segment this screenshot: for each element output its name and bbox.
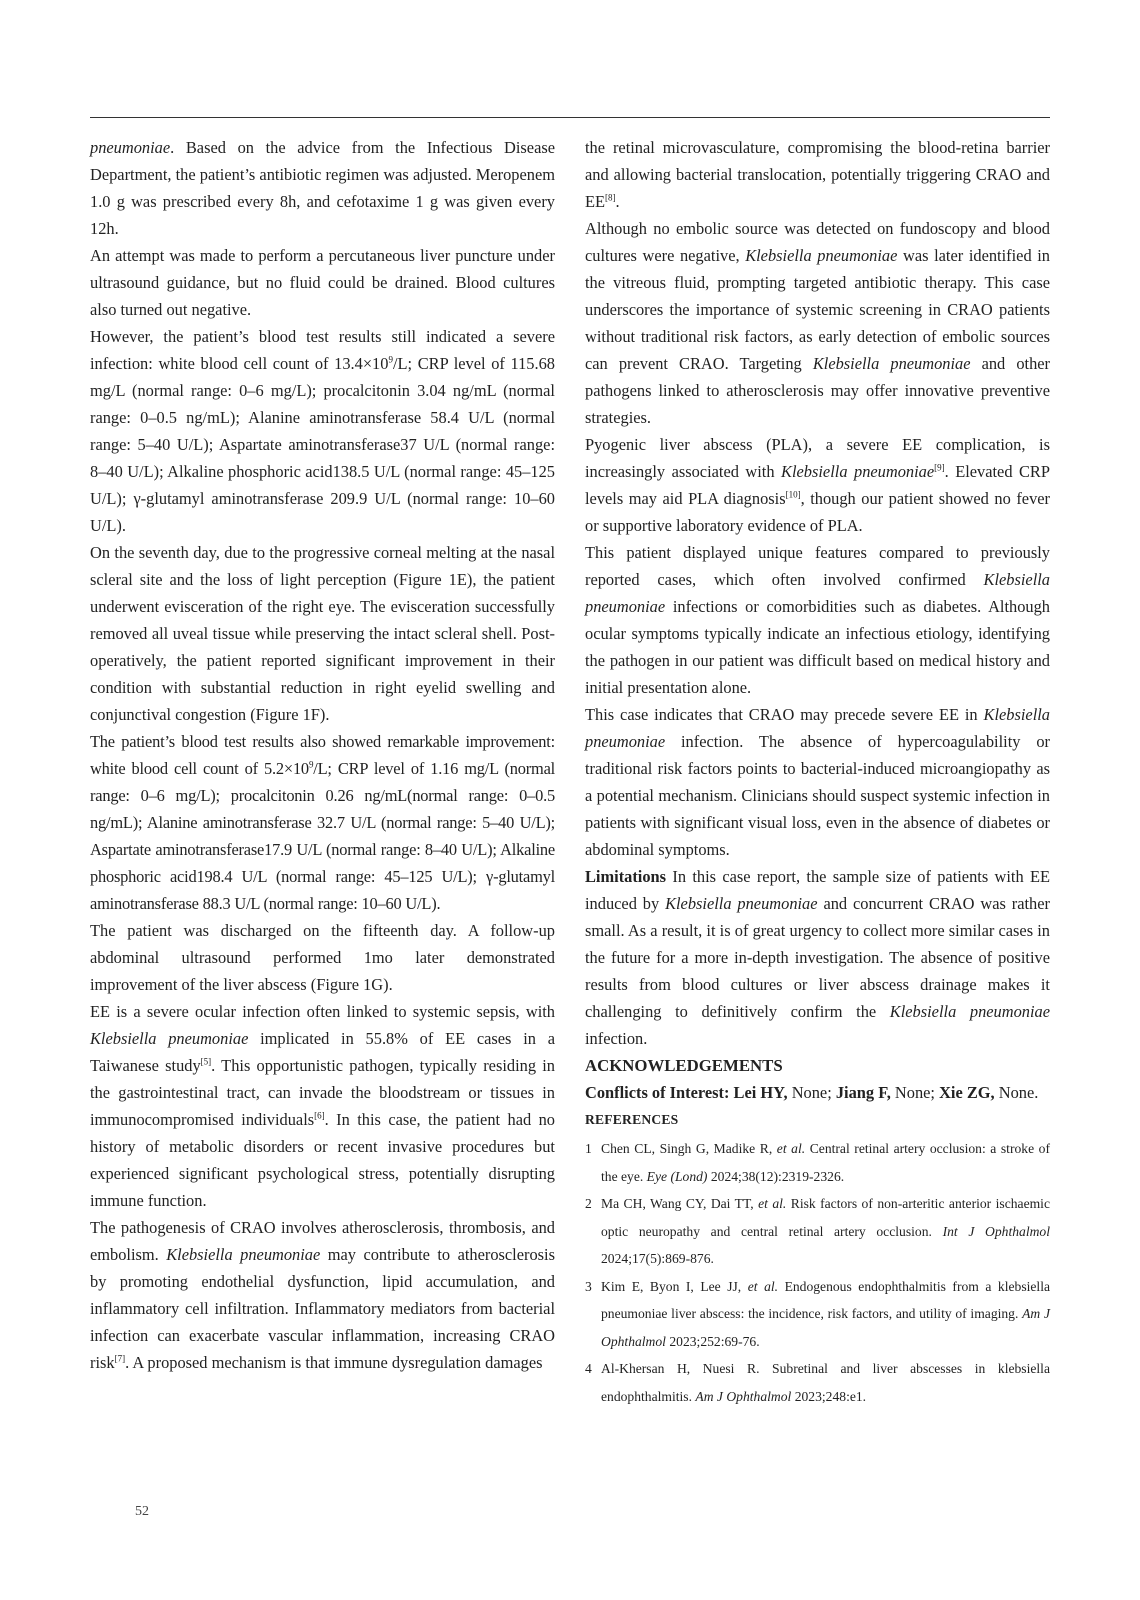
paragraph: On the seventh day, due to the progressive corneal melting at the nasal scleral site and the loss of light perception (Figure 1E), the patient underwent evisceration of the right eye. The evisceration successfully removed all uveal tissue while preserving the intact scleral shell. Post-operatively, the patient reported significant improvement in their condition with substantial reduction in right eyelid swelling and conjunctival congestion (Figure 1F). [90,543,555,724]
text: EE is a severe ocular infection often linked to systemic sepsis, with [90,1002,555,1021]
right-column [585,134,1050,1410]
paragraph [90,1214,555,1376]
species-name: Klebsiella pneumoniae [745,246,898,265]
species-name: Klebsiella pneumoniae [781,462,935,481]
text: infection. [585,1029,648,1048]
acknowledgements-heading: ACKNOWLEDGEMENTS [585,1056,783,1075]
reference-number: 3 [585,1278,592,1294]
superscript: 9 [308,759,314,770]
left-column [90,134,555,1376]
reference-item [585,1355,1050,1410]
paragraph [585,539,1050,701]
text: None; [890,1083,940,1102]
header-rule [90,117,1050,118]
citation: [7] [114,1353,126,1364]
text: and other pathogens linked to atherosclerosis may offer innovative preventive strategies. [585,354,1050,427]
limitations-paragraph [585,863,1050,1052]
text: . Elevated CRP levels may aid PLA diagnosis [585,462,1050,508]
species-name: Klebsiella pneumoniae [812,354,971,373]
reference-list [585,1135,1050,1410]
species-name: Klebsiella pneumoniae [585,570,1050,616]
reference-number: 2 [585,1196,592,1211]
text: . [615,192,620,211]
paragraph: An attempt was made to perform a percutaneous liver puncture under ultrasound guidance, but no fluid could be drained. Blood cultures also turned out negative. [90,246,555,319]
text: In this case report, the sample size of patients with EE induced by [585,867,1050,913]
citation: [10] [785,489,801,500]
text: /L; CRP level of 115.68 mg/L (normal range: 0–6 mg/L); procalcitonin 3.04 ng/mL (normal range: 0–0.5 ng/mL); Alanine aminotransferase 58.4 U/L (normal range: 5–40 U/L); Aspartate aminotransferase37 U/L (normal range: 8–40 U/L); Alkaline phosphoric acid138.5 U/L (normal range: 45–125 U/L); γ-glutamyl aminotransferase 209.9 U/L (normal range: 10–60 U/L). [90,354,555,535]
reference-text: Ma CH, Wang CY, Dai TT, et al. Risk factors of non-arteritic anterior ischaemic optic neuropathy and central retinal artery occlusion. Int J Ophthalmol 2024;17(5):869-876. [601,1196,1050,1266]
reference-item [585,1190,1050,1273]
reference-text: Al-Khersan H, Nuesi R. Subretinal and liver abscesses in klebsiella endophthalmitis. Am J Ophthalmol 2023;248:e1. [601,1361,1050,1404]
species-name: Klebsiella pneumoniae [889,1002,1050,1021]
text: . Based on the advice from the Infectious Disease Department, the patient’s antibiotic regimen was adjusted. Meropenem 1.0 g was prescribed every 8h, and cefotaxime 1 g was given every 12h. [90,138,555,238]
paragraph [585,431,1050,539]
reference-item [585,1273,1050,1356]
text: implicated in 55.8% of EE cases in a Taiwanese study [90,1029,555,1075]
author-name: Jiang F, [835,1083,891,1102]
text: the retinal microvasculature, compromising the blood-retina barrier and allowing bacterial translocation, potentially triggering CRAO and EE [585,138,1050,211]
page-number: 52 [135,1504,149,1519]
text: Pyogenic liver abscess (PLA), a severe EE complication, is increasingly associated with [585,435,1050,481]
paragraph [90,998,555,1214]
text: . A proposed mechanism is that immune dysregulation damages [125,1353,543,1372]
conflicts-of-interest [585,1079,1050,1106]
reference-number: 4 [585,1361,592,1376]
author-name: Xie ZG, [939,1083,995,1102]
reference-text: Kim E, Byon I, Lee JJ, et al. Endogenous endophthalmitis from a klebsiella pneumoniae liver abscess: the incidence, risk factors, and utility of imaging. Am J Ophthalmol 2023;252:69-76. [601,1278,1051,1349]
paragraph [585,701,1050,863]
paragraph [90,728,555,917]
reference-item [585,1135,1050,1190]
species-name: Klebsiella pneumoniae [665,894,818,913]
references-heading: REFERENCES [585,1112,679,1127]
text: None; [787,1083,836,1102]
paragraph [90,134,555,242]
text: , though our patient showed no fever or supportive laboratory evidence of PLA. [585,489,1050,535]
paragraph [90,323,555,539]
text: was later identified in the vitreous fluid, prompting targeted antibiotic therapy. This case underscores the importance of systemic screening in CRAO patients without traditional risk factors, as early detection of embolic sources can prevent CRAO. Targeting [585,246,1051,373]
text: infection. The absence of hypercoagulability or traditional risk factors points to bacterial-induced microangiopathy as a potential mechanism. Clinicians should suspect systemic infection in patients with significant visual loss, even in the absence of diabetes or abdominal symptoms. [585,732,1050,859]
paragraph [585,134,1050,215]
paragraph [585,215,1050,431]
text: and concurrent CRAO was rather small. As a result, it is of great urgency to collect more similar cases in the future for a more in-depth investigation. The absence of positive results from blood cultures or liver abscess drainage makes it challenging to definitively confirm the [585,894,1050,1021]
text: infections or comorbidities such as diabetes. Although ocular symptoms typically indicate an infectious etiology, identifying the pathogen in our patient was difficult based on medical history and initial presentation alone. [585,597,1050,697]
reference-number: 1 [585,1141,592,1156]
text: However, the patient’s blood test results still indicated a severe infection: white blood cell count of 13.4×10 [90,327,555,373]
superscript: 9 [388,354,393,365]
text: Although no embolic source was detected on fundoscopy and blood cultures were negative, [585,219,1050,265]
text: The patient’s blood test results also showed remarkable improvement: white blood cell count of 5.2×10 [90,732,555,778]
text: None. [994,1083,1039,1102]
reference-text: Chen CL, Singh G, Madike R, et al. Central retinal artery occlusion: a stroke of the eye. Eye (Lond) 2024;38(12):2319-2326. [601,1141,1050,1184]
species-name: Klebsiella pneumoniae [166,1245,321,1264]
species-name: pneumoniae [90,138,171,157]
text: /L; CRP level of 1.16 mg/L (normal range: 0–6 mg/L); procalcitonin 0.26 ng/mL(normal range: 0–0.5 ng/mL); Alanine aminotransferase 32.7 U/L (normal range: 5–40 U/L); Aspartate aminotransferase17.9 U/L (normal range: 8–40 U/L); Alkaline phosphoric acid198.4 U/L (normal range: 45–125 U/L); γ-glutamyl aminotransferase 88.3 U/L (normal range: 10–60 U/L). [90,759,555,913]
species-name: Klebsiella pneumoniae [90,1029,249,1048]
citation: [5] [200,1056,212,1067]
text: This case indicates that CRAO may precede severe EE in [585,705,984,724]
citation: [9] [934,462,945,473]
species-name: Klebsiella pneumoniae [585,705,1050,751]
text: . In this case, the patient had no history of metabolic disorders or recent invasive procedures but experienced significant psychological stress, potentially disrupting immune function. [90,1110,555,1210]
citation: [6] [314,1110,325,1121]
text: The pathogenesis of CRAO involves atherosclerosis, thrombosis, and embolism. [90,1218,555,1264]
text: This patient displayed unique features compared to previously reported cases, which often involved confirmed [585,543,1050,589]
text: may contribute to atherosclerosis by promoting endothelial dysfunction, lipid accumulation, and inflammatory cell infiltration. Inflammatory mediators from bacterial infection can exacerbate vascular inflammation, increasing CRAO risk [90,1245,555,1372]
paragraph: The patient was discharged on the fifteenth day. A follow-up abdominal ultrasound performed 1mo later demonstrated improvement of the liver abscess (Figure 1G). [90,921,555,994]
text: . This opportunistic pathogen, typically residing in the gastrointestinal tract, can invade the bloodstream or tissues in immunocompromised individuals [90,1056,555,1129]
limitations-label: Limitations [585,867,667,886]
citation: [8] [605,192,616,203]
author-name: Conflicts of Interest: Lei HY, [585,1083,788,1102]
